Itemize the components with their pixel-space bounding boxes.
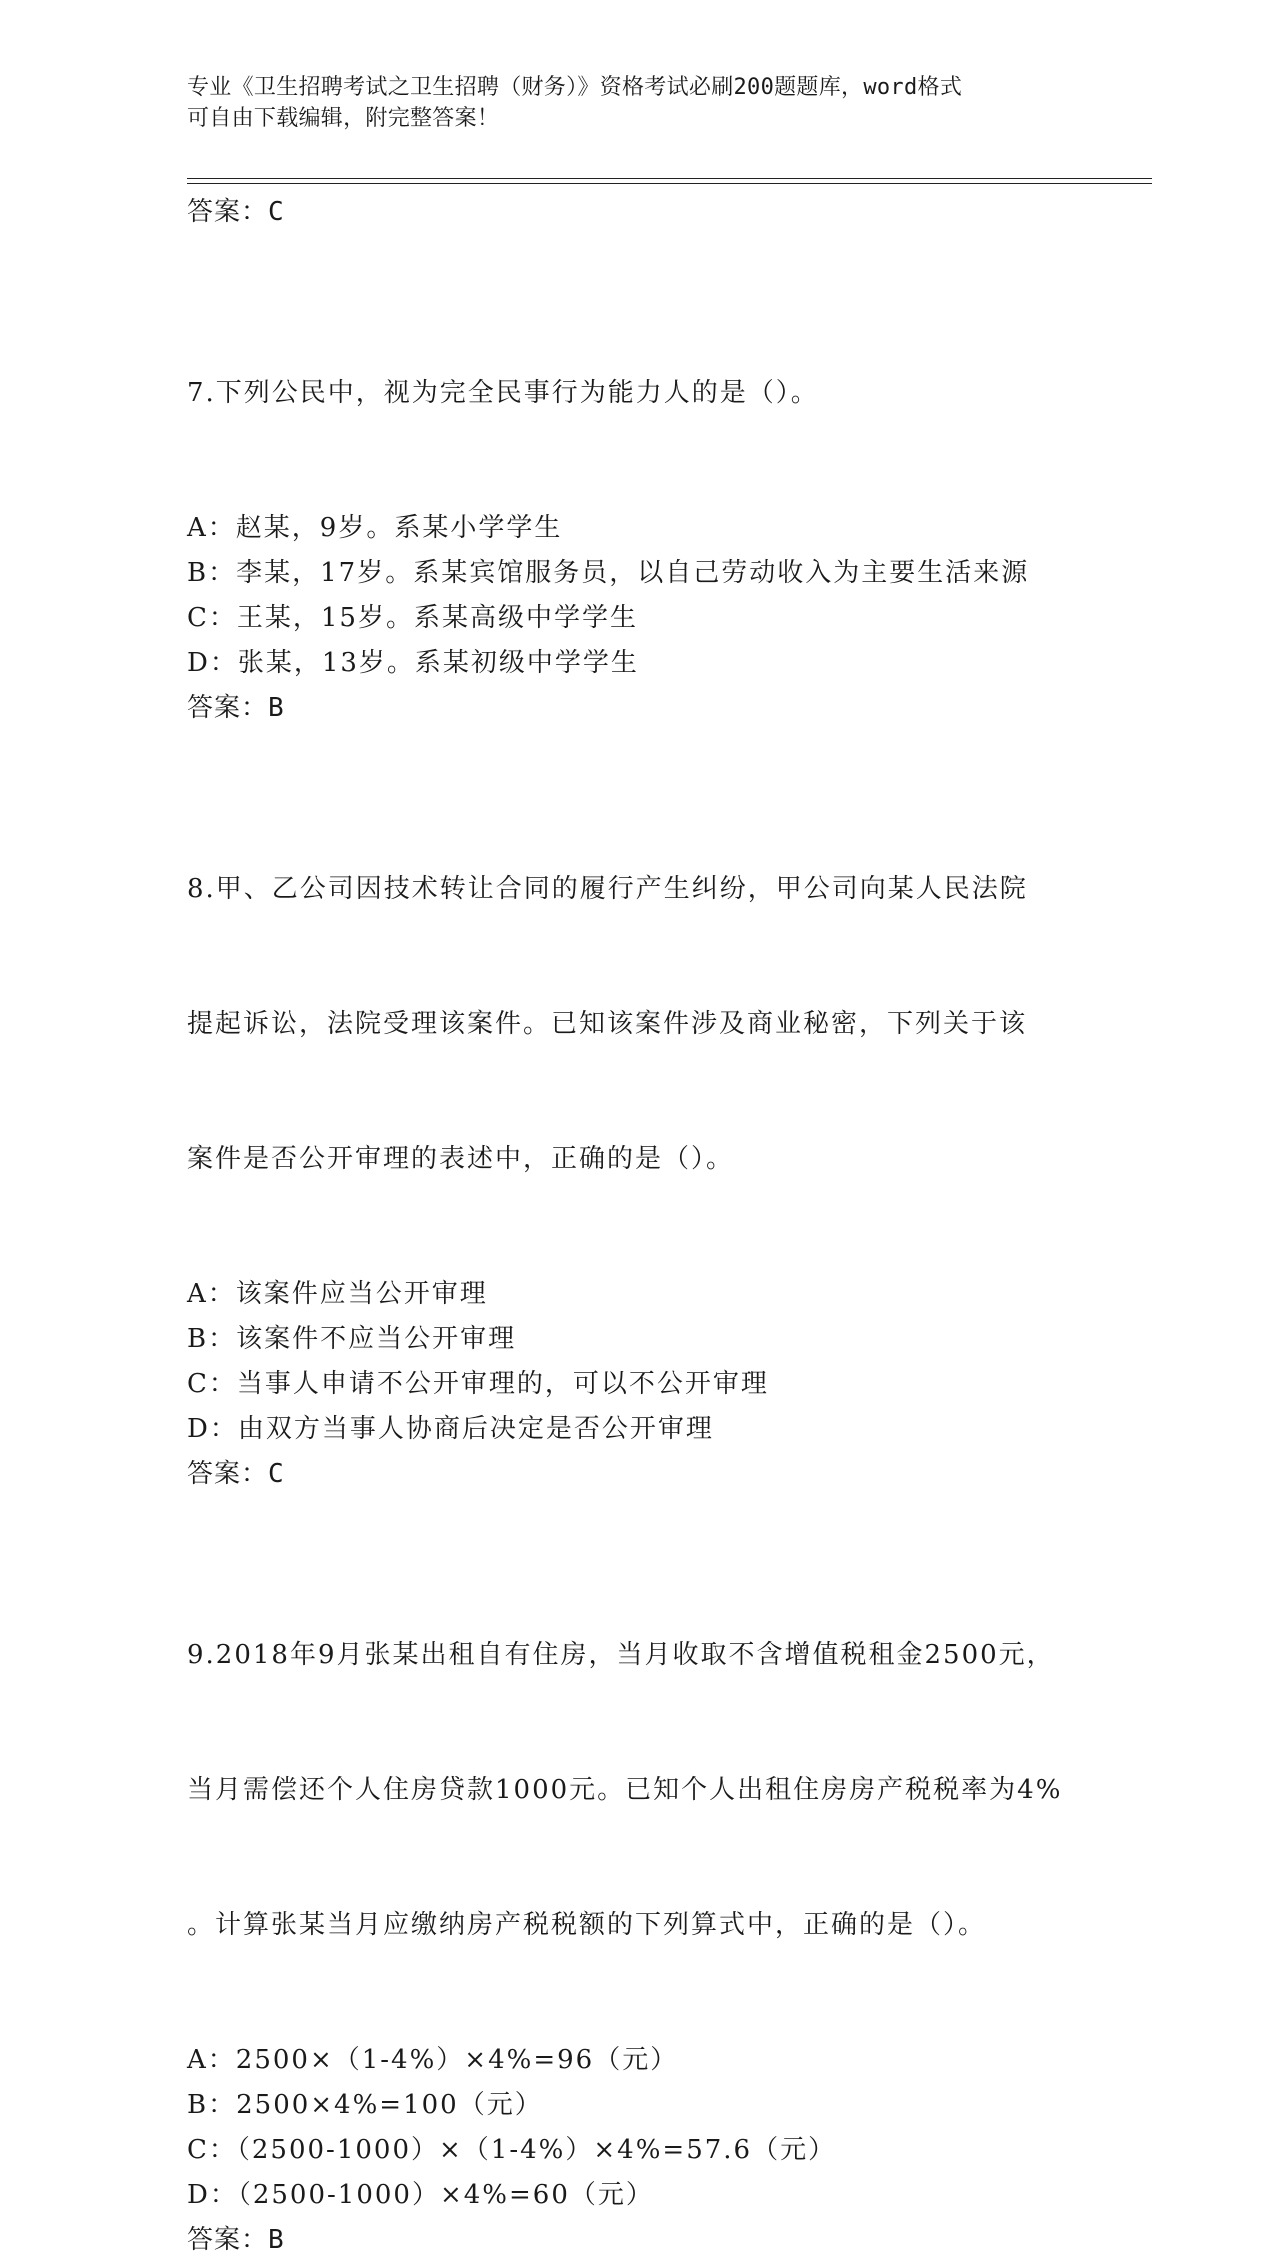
option-c: C：（2500-1000）×（1-4%）×4%=57.6（元）	[187, 2135, 837, 2165]
question-stem	[187, 1543, 1117, 2038]
question-stem-line: 7.下列公民中，视为完全民事行为能力人的是（）。	[187, 378, 819, 408]
question-spacer	[187, 1497, 1117, 1543]
option-b: B：李某，17岁。系某宾馆服务员，以自己劳动收入为主要生活来源	[187, 558, 1030, 588]
option-d: D：（2500-1000）×4%=60（元）	[187, 2180, 654, 2210]
question-stem-line: 。计算张某当月应缴纳房产税税额的下列算式中，正确的是（）。	[187, 1910, 987, 1940]
question-stem-line: 9.2018年9月张某出租自有住房，当月收取不含增值税租金2500元，	[187, 1640, 1055, 1670]
question-stem	[187, 281, 1117, 506]
option-d: D：张某，13岁。系某初级中学学生	[187, 648, 639, 678]
option-b: B：该案件不应当公开审理	[187, 1324, 517, 1354]
question-stem-line: 8.甲、乙公司因技术转让合同的履行产生纠纷，甲公司向某人民法院	[187, 874, 1028, 904]
question-stem-line: 案件是否公开审理的表述中，正确的是（）。	[187, 1144, 735, 1174]
answer-line: 答案：C	[187, 1459, 285, 1489]
header-line-2: 可自由下载编辑，附完整答案！	[187, 106, 500, 131]
question-content	[187, 190, 1117, 2263]
option-c: C：当事人申请不公开审理的，可以不公开审理	[187, 1369, 769, 1399]
option-d: D：由双方当事人协商后决定是否公开审理	[187, 1414, 714, 1444]
question-stem	[187, 777, 1117, 1272]
question-item	[187, 1543, 1117, 2263]
question-item	[187, 281, 1117, 731]
header-divider-top	[187, 178, 1152, 179]
answer-line: 答案：B	[187, 2225, 285, 2255]
answer-line: 答案：C	[187, 197, 285, 227]
header-line-1: 专业《卫生招聘考试之卫生招聘（财务）》资格考试必刷200题题库，word格式	[187, 75, 963, 100]
answer-line: 答案：B	[187, 693, 285, 723]
option-a: A：该案件应当公开审理	[187, 1279, 488, 1309]
question-item	[187, 777, 1117, 1497]
option-b: B：2500×4%=100（元）	[187, 2090, 543, 2120]
page-header	[187, 72, 1087, 134]
option-c: C：王某，15岁。系某高级中学学生	[187, 603, 638, 633]
question-stem-line: 提起诉讼，法院受理该案件。已知该案件涉及商业秘密，下列关于该	[187, 1009, 1028, 1039]
option-a: A：赵某，9岁。系某小学学生	[187, 513, 563, 543]
option-a: A：2500×（1-4%）×4%=96（元）	[187, 2045, 679, 2075]
question-stem-line: 当月需偿还个人住房贷款1000元。已知个人出租住房房产税税率为4%	[187, 1775, 1063, 1805]
question-spacer	[187, 731, 1117, 777]
header-divider-bottom	[187, 183, 1152, 184]
